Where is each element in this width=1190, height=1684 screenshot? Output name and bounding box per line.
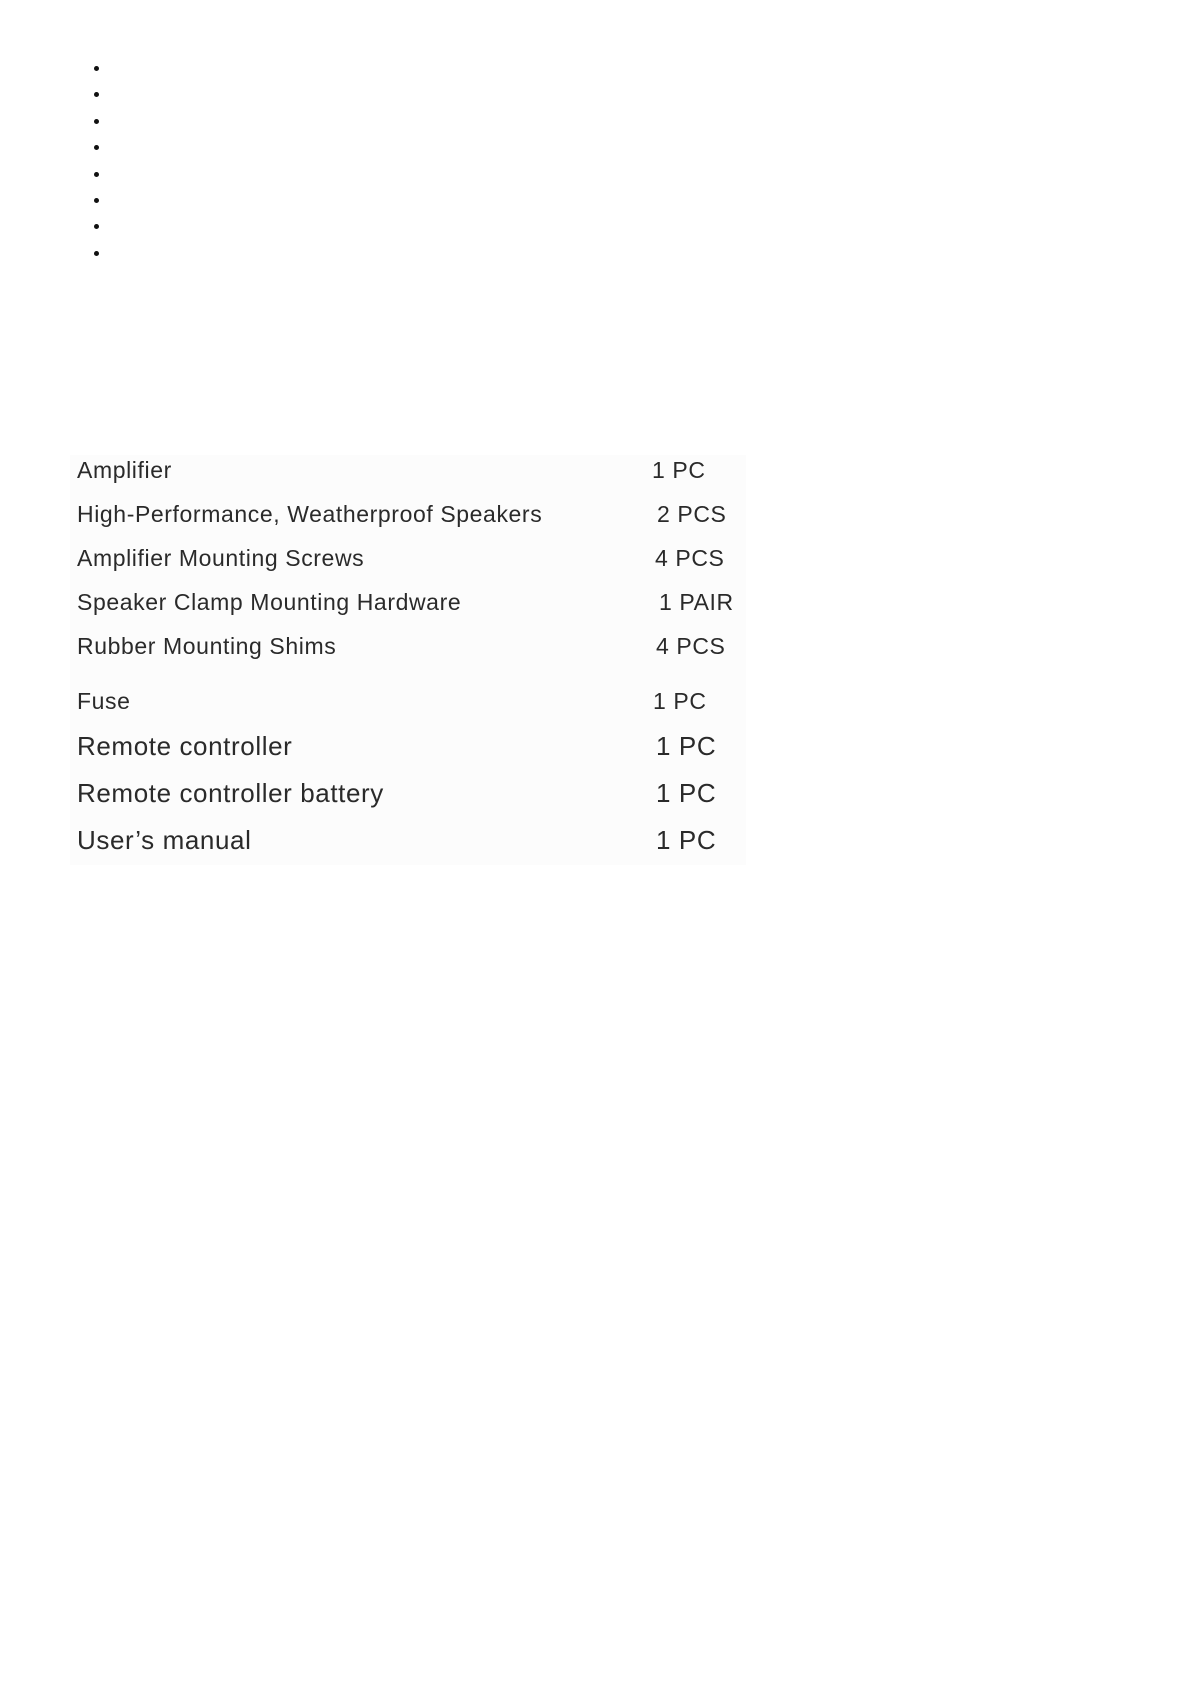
bullet-icon (94, 119, 99, 124)
packing-list-row (77, 731, 757, 763)
item-name: Rubber Mounting Shims (77, 633, 337, 659)
item-name: Remote controller battery (77, 778, 384, 808)
item-name: Amplifier (77, 457, 172, 483)
item-quantity: 1 PC (656, 825, 717, 855)
bullet-icon (94, 251, 99, 256)
item-name: Fuse (77, 688, 131, 714)
packing-list-row (77, 633, 757, 665)
item-quantity: 1 PC (652, 457, 706, 483)
item-quantity: 2 PCS (657, 501, 727, 527)
bullet-icon (94, 66, 99, 71)
item-name: High-Performance, Weatherproof Speakers (77, 501, 543, 527)
item-name: User’s manual (77, 825, 252, 855)
bullet-icon (94, 198, 99, 203)
item-quantity: 1 PAIR (659, 589, 734, 615)
item-quantity: 1 PC (656, 778, 717, 808)
packing-list-row (77, 688, 757, 720)
item-name: Amplifier Mounting Screws (77, 545, 365, 571)
packing-list-row (77, 501, 757, 533)
item-quantity: 4 PCS (656, 633, 726, 659)
packing-list-row (77, 457, 757, 489)
item-quantity: 4 PCS (655, 545, 725, 571)
packing-list-row (77, 825, 757, 857)
bullet-icon (94, 224, 99, 229)
packing-list-row (77, 545, 757, 577)
packing-list-row (77, 778, 757, 810)
bullet-icon (94, 92, 99, 97)
item-quantity: 1 PC (653, 688, 707, 714)
packing-list-row (77, 589, 757, 621)
bullet-icon (94, 172, 99, 177)
item-name: Remote controller (77, 731, 293, 761)
bullet-icon (94, 145, 99, 150)
item-quantity: 1 PC (656, 731, 717, 761)
item-name: Speaker Clamp Mounting Hardware (77, 589, 462, 615)
